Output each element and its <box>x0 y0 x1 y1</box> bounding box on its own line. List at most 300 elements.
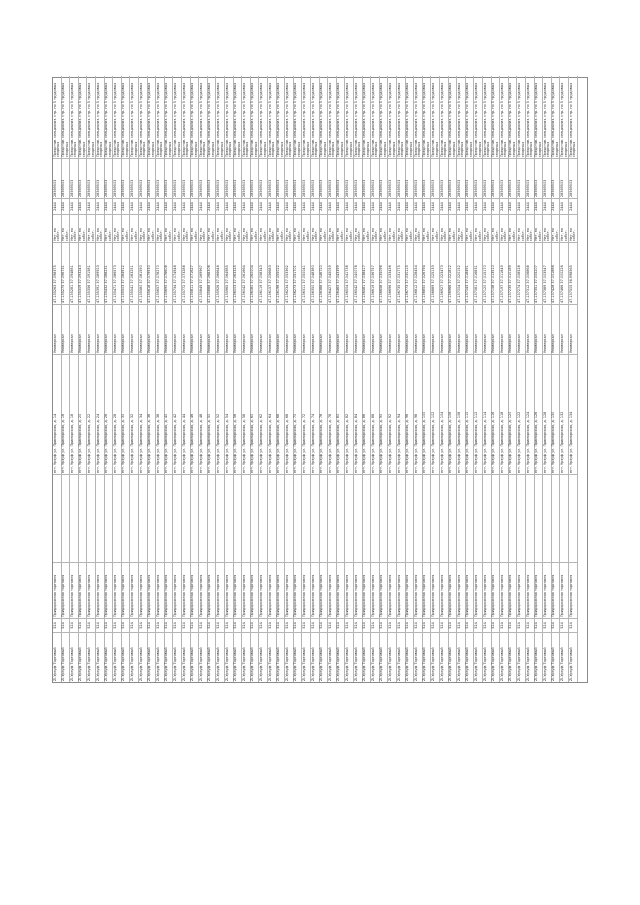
table-row <box>492 76 501 682</box>
object-name-cell: Zl-Урзуф Торговый <box>397 632 405 682</box>
object-name-cell: Zl-Урзуф Торговый <box>509 632 517 682</box>
address-cell: пгт. Урзуф ул. Приморская, д. 56 <box>234 354 242 474</box>
note-cell: Представ. специализ. стр. по 5 трудовых спорных <box>147 82 155 157</box>
coordinates-cell: 47.136696 37.033436 <box>388 242 396 304</box>
id-cell: 28569503 <box>53 158 61 198</box>
specialization-cell <box>543 474 551 562</box>
ownership-cell: Нет, по собст. <box>165 214 173 242</box>
address-cell: пгт. Урзуф ул. Приморская, д. 50 <box>208 354 216 474</box>
area-cell: 2444 <box>79 198 87 214</box>
specialization-cell <box>431 474 439 562</box>
category-cell: Придорожная торговля <box>191 562 199 618</box>
code-cell: 524 <box>62 618 70 632</box>
type-cell: Универсал <box>414 304 422 354</box>
code-cell: 524 <box>328 618 336 632</box>
id-cell: 28569503 <box>285 158 293 198</box>
area-cell: 2444 <box>259 198 267 214</box>
table-row <box>517 76 526 682</box>
specialization-cell <box>311 474 319 562</box>
id-cell: 28569503 <box>259 158 267 198</box>
category-cell: Придорожная торговля <box>165 562 173 618</box>
type-cell: Универсал <box>517 304 525 354</box>
id-cell: 28569503 <box>406 158 414 198</box>
code-cell: 524 <box>431 618 439 632</box>
object-name-cell: Zl-Урзуф Торговый <box>552 632 560 682</box>
object-name-cell: Zl-Урзуф Торговый <box>457 632 465 682</box>
coordinates-cell: 47.136658 37.035096 <box>380 242 388 304</box>
category-cell: Придорожная торговля <box>397 562 405 618</box>
code-cell: 524 <box>526 618 534 632</box>
ownership-cell: Нет, по собст. <box>259 214 267 242</box>
object-name-cell: Zl-Урзуф Торговый <box>156 632 164 682</box>
specialization-cell <box>87 474 95 562</box>
code-cell: 524 <box>363 618 371 632</box>
table-row <box>148 76 157 682</box>
ownership-cell: Нет, по собст. <box>543 214 551 242</box>
specialization-cell <box>70 474 78 562</box>
type-cell: Универсал <box>311 304 319 354</box>
ownership-cell: Нет, по собст. <box>311 214 319 242</box>
address-cell: пгт. Урзуф ул. Приморская, д. 132 <box>560 354 568 474</box>
object-name-cell: Zl-Урзуф Торговый <box>302 632 310 682</box>
id-cell: 28569503 <box>216 158 224 198</box>
category-cell: Придорожная торговля <box>552 562 560 618</box>
id-cell: 28569503 <box>311 158 319 198</box>
id-cell: 28569503 <box>354 158 362 198</box>
id-cell: 28569503 <box>320 158 328 198</box>
note-cell: Представ. специализ. стр. по 5 трудовых спорных <box>207 82 215 157</box>
specialization-cell <box>397 474 405 562</box>
category-cell: Придорожная торговля <box>449 562 457 618</box>
coordinates-cell: 47.136003 37.063325 <box>234 242 242 304</box>
type-cell: Универсал <box>234 304 242 354</box>
id-cell: 28569503 <box>208 158 216 198</box>
category-cell: Придорожная торговля <box>535 562 543 618</box>
ownership-cell: Нет, по собст. <box>560 214 568 242</box>
code-cell: 524 <box>242 618 250 632</box>
note-cell: Представ. специализ. стр. по 5 трудовых спорных <box>78 82 86 157</box>
id-cell: 28569503 <box>449 158 457 198</box>
id-cell: 28569503 <box>560 158 568 198</box>
address-cell: пгт. Урзуф ул. Приморская, д. 20 <box>79 354 87 474</box>
specialization-cell <box>560 474 568 562</box>
coordinates-cell: 47.135734 37.074948 <box>173 242 181 304</box>
ownership-cell: Нет, по собст. <box>431 214 439 242</box>
specialization-cell <box>363 474 371 562</box>
ownership-cell: Нет, по собст. <box>285 214 293 242</box>
coordinates-cell: 47.136927 37.023473 <box>440 242 448 304</box>
id-cell: 28569503 <box>517 158 525 198</box>
coordinates-cell: 47.136542 37.040078 <box>354 242 362 304</box>
address-cell: пгт. Урзуф ул. Приморская, д. 106 <box>449 354 457 474</box>
id-cell: 28569503 <box>328 158 336 198</box>
coordinates-cell: 47.137158 37.013510 <box>492 242 500 304</box>
code-cell: 524 <box>543 618 551 632</box>
category-cell: Придорожная торговля <box>406 562 414 618</box>
coordinates-cell: 47.135618 37.079930 <box>148 242 156 304</box>
table-row <box>191 76 200 682</box>
specialization-cell <box>96 474 104 562</box>
coordinates-cell: 47.136311 37.050041 <box>302 242 310 304</box>
address-cell: пгт. Урзуф ул. Приморская, д. 28 <box>113 354 121 474</box>
object-name-cell: Zl-Урзуф Торговый <box>148 632 156 682</box>
area-cell: 2444 <box>311 198 319 214</box>
id-cell: 28569503 <box>509 158 517 198</box>
note-cell: Представ. специализ. стр. по 5 трудовых спорных <box>473 82 482 157</box>
area-cell: 2444 <box>440 198 448 214</box>
coordinates-cell: 47.137428 37.001886 <box>552 242 560 304</box>
ownership-cell: Нет, по собст. <box>328 214 336 242</box>
address-cell: пгт. Урзуф ул. Приморская, д. 48 <box>199 354 207 474</box>
id-cell: 28569503 <box>345 158 353 198</box>
ownership-cell: Нет, по собст. <box>79 214 87 242</box>
category-cell: Придорожная торговля <box>509 562 517 618</box>
code-cell: 524 <box>457 618 465 632</box>
category-cell: Придорожная торговля <box>328 562 336 618</box>
code-cell: 524 <box>474 618 482 632</box>
specialization-cell <box>79 474 87 562</box>
table-row <box>535 76 544 682</box>
ownership-cell: Нет, по собст. <box>449 214 457 242</box>
address-cell: пгт. Урзуф ул. Приморская, д. 58 <box>242 354 250 474</box>
category-cell: Придорожная торговля <box>259 562 267 618</box>
object-name-cell: Zl-Урзуф Торговый <box>500 632 508 682</box>
specialization-cell <box>552 474 560 562</box>
specialization-cell <box>354 474 362 562</box>
coordinates-cell: 47.136504 37.041738 <box>345 242 353 304</box>
address-cell: пгт. Урзуф ул. Приморская, д. 32 <box>130 354 138 474</box>
note-cell: Представ. специализ. стр. по 5 трудовых спорных <box>508 82 516 157</box>
code-cell: 524 <box>552 618 560 632</box>
object-name-cell: Zl-Урзуф Торговый <box>191 632 199 682</box>
type-cell: Универсал <box>337 304 345 354</box>
area-cell: 2444 <box>87 198 95 214</box>
specialization-cell <box>380 474 388 562</box>
code-cell: 524 <box>492 618 500 632</box>
code-cell: 524 <box>113 618 121 632</box>
object-name-cell: Zl-Урзуф Торговый <box>70 632 78 682</box>
address-cell: пгт. Урзуф ул. Приморская, д. 76 <box>320 354 328 474</box>
ownership-cell: Нет, по собст. <box>148 214 156 242</box>
ownership-cell: Нет, по собст. <box>294 214 302 242</box>
id-cell: 28569503 <box>423 158 431 198</box>
id-cell: 28569503 <box>277 158 285 198</box>
address-cell: пгт. Урзуф ул. Приморская, д. 84 <box>354 354 362 474</box>
type-cell: Универсал <box>242 304 250 354</box>
id-cell: 28569503 <box>440 158 448 198</box>
object-name-cell: Zl-Урзуф Торговый <box>79 632 87 682</box>
ownership-cell: Нет, по собст. <box>62 214 70 242</box>
note-cell: Представ. специализ. стр. по 5 трудовых спорных <box>465 82 473 157</box>
address-cell: пгт. Урзуф ул. Приморская, д. 100 <box>423 354 431 474</box>
note-cell: Представ. специализ. стр. по 5 трудовых спорных <box>499 82 508 157</box>
code-cell: 524 <box>414 618 422 632</box>
id-cell: 28569503 <box>148 158 156 198</box>
code-cell: 524 <box>225 618 233 632</box>
coordinates-cell: 47.136889 37.025133 <box>431 242 439 304</box>
id-cell: 28569503 <box>139 158 147 198</box>
ownership-cell: Нет, по собст. <box>87 214 95 242</box>
note-cell: Представ. специализ. стр. по 5 трудовых спорных <box>233 82 241 157</box>
coordinates-cell: 47.137235 37.010189 <box>509 242 517 304</box>
area-cell: 2444 <box>371 198 379 214</box>
note-cell: Представ. специализ. стр. по 5 трудовых спорных <box>336 82 344 157</box>
coordinates-cell: 47.135926 37.066646 <box>216 242 224 304</box>
object-name-cell: Zl-Урзуф Торговый <box>199 632 207 682</box>
note-cell: Представ. специализ. стр. по 5 трудовых спорных <box>430 82 439 157</box>
category-cell: Придорожная торговля <box>345 562 353 618</box>
address-cell: пгт. Урзуф ул. Приморская, д. 22 <box>87 354 95 474</box>
category-cell: Придорожная торговля <box>543 562 551 618</box>
category-cell: Придорожная торговля <box>526 562 534 618</box>
address-cell: пгт. Урзуф ул. Приморская, д. 30 <box>122 354 130 474</box>
note-cell: Представ. специализ. стр. по 5 трудовых спорных <box>422 82 430 157</box>
type-cell: Универсал <box>259 304 267 354</box>
ownership-cell: Нет, по собст. <box>113 214 121 242</box>
object-name-cell: Zl-Урзуф Торговый <box>535 632 543 682</box>
code-cell: 524 <box>483 618 491 632</box>
type-cell: Универсал <box>165 304 173 354</box>
specialization-cell <box>122 474 130 562</box>
area-cell: 2444 <box>165 198 173 214</box>
specialization-cell <box>302 474 310 562</box>
address-cell: пгт. Урзуф ул. Приморская, д. 54 <box>225 354 233 474</box>
area-cell: 2444 <box>191 198 199 214</box>
coordinates-cell: 47.135811 37.071627 <box>191 242 199 304</box>
id-cell: 28569503 <box>543 158 551 198</box>
area-cell: 2444 <box>268 198 276 214</box>
type-cell: Универсал <box>560 304 568 354</box>
note-cell: Представ. специализ. стр. по 5 трудовых спорных <box>215 82 224 157</box>
category-cell: Придорожная торговля <box>302 562 310 618</box>
type-cell: Универсал <box>191 304 199 354</box>
note-cell: Представ. специализ. стр. по 5 трудовых спорных <box>396 82 405 157</box>
specialization-cell <box>294 474 302 562</box>
object-name-cell: Zl-Урзуф Торговый <box>182 632 190 682</box>
code-cell: 524 <box>285 618 293 632</box>
code-cell: 524 <box>191 618 199 632</box>
specialization-cell <box>328 474 336 562</box>
code-cell: 524 <box>130 618 138 632</box>
ownership-cell: Нет, по собст. <box>182 214 190 242</box>
area-cell: 2444 <box>517 198 525 214</box>
area-cell: 2444 <box>406 198 414 214</box>
ownership-cell: Нет, по собст. <box>423 214 431 242</box>
code-cell: 524 <box>156 618 164 632</box>
specialization-cell <box>474 474 482 562</box>
address-cell: пгт. Урзуф ул. Приморская, д. 70 <box>294 354 302 474</box>
note-cell: Представ. специализ. стр. по 5 трудовых спорных <box>61 82 69 157</box>
note-cell: Представ. специализ. стр. по 5 трудовых спорных <box>198 82 207 157</box>
coordinates-cell: 47.136350 37.048380 <box>311 242 319 304</box>
object-name-cell: Zl-Урзуф Торговый <box>259 632 267 682</box>
code-cell: 524 <box>148 618 156 632</box>
address-cell: пгт. Урзуф ул. Приморская, д. 72 <box>302 354 310 474</box>
address-cell: пгт. Урзуф ул. Приморская, д. 134 <box>569 354 577 474</box>
code-cell: 524 <box>105 618 113 632</box>
address-cell: пгт. Урзуф ул. Приморская, д. 24 <box>96 354 104 474</box>
note-cell: Представ. специализ. стр. по 5 трудовых спорных <box>534 82 542 157</box>
id-cell: 28569503 <box>251 158 259 198</box>
ownership-cell: Нет, по собст. <box>526 214 534 242</box>
address-cell: пгт. Урзуф ул. Приморская, д. 52 <box>216 354 224 474</box>
area-cell: 2444 <box>242 198 250 214</box>
coordinates-cell: 47.136388 37.046720 <box>320 242 328 304</box>
object-name-cell: Zl-Урзуф Торговый <box>406 632 414 682</box>
category-cell: Придорожная торговля <box>466 562 474 618</box>
specialization-cell <box>113 474 121 562</box>
area-cell: 2444 <box>62 198 70 214</box>
code-cell: 524 <box>337 618 345 632</box>
type-cell: Универсал <box>543 304 551 354</box>
id-cell: 28569503 <box>234 158 242 198</box>
ownership-cell: Нет, по собст. <box>130 214 138 242</box>
note-cell: Представ. специализ. стр. по 5 трудовых спорных <box>551 82 559 157</box>
type-cell: Универсал <box>509 304 517 354</box>
note-cell: Представ. специализ. стр. по 5 трудовых спорных <box>258 82 267 157</box>
type-cell: Универсал <box>268 304 276 354</box>
area-cell: 2444 <box>474 198 482 214</box>
object-name-cell: Zl-Урзуф Торговый <box>268 632 276 682</box>
area-cell: 2444 <box>569 198 577 214</box>
code-cell: 524 <box>380 618 388 632</box>
type-cell: Универсал <box>139 304 147 354</box>
ownership-cell: Нет, по собст. <box>302 214 310 242</box>
category-cell: Придорожная торговля <box>173 562 181 618</box>
object-name-cell: Zl-Урзуф Торговый <box>543 632 551 682</box>
ownership-cell: Нет, по собст. <box>414 214 422 242</box>
category-cell: Придорожная торговля <box>87 562 95 618</box>
note-cell: Представ. специализ. стр. по 5 трудовых спорных <box>121 82 129 157</box>
object-name-cell: Zl-Урзуф Торговый <box>251 632 259 682</box>
category-cell: Придорожная торговля <box>122 562 130 618</box>
id-cell: 28569503 <box>87 158 95 198</box>
id-cell: 28569503 <box>569 158 577 198</box>
ownership-cell: Нет, по собст. <box>552 214 560 242</box>
code-cell: 524 <box>70 618 78 632</box>
code-cell: 524 <box>79 618 87 632</box>
note-cell: Представ. специализ. стр. по 5 трудовых спорных <box>568 82 577 157</box>
id-cell: 28569503 <box>96 158 104 198</box>
coordinates-cell: 47.137120 37.015170 <box>483 242 491 304</box>
address-cell: пгт. Урзуф ул. Приморская, д. 34 <box>139 354 147 474</box>
id-cell: 28569503 <box>483 158 491 198</box>
note-cell: Представ. специализ. стр. по 5 трудовых спорных <box>413 82 422 157</box>
object-name-cell: Zl-Урзуф Торговый <box>320 632 328 682</box>
id-cell: 28569503 <box>242 158 250 198</box>
specialization-cell <box>285 474 293 562</box>
type-cell: Универсал <box>449 304 457 354</box>
table-row <box>302 76 311 682</box>
address-cell: пгт. Урзуф ул. Приморская, д. 94 <box>397 354 405 474</box>
address-cell: пгт. Урзуф ул. Приморская, д. 14 <box>53 354 61 474</box>
type-cell: Универсал <box>302 304 310 354</box>
object-name-cell: Zl-Урзуф Торговый <box>526 632 534 682</box>
category-cell: Придорожная торговля <box>139 562 147 618</box>
specialization-cell <box>199 474 207 562</box>
address-cell: пгт. Урзуф ул. Приморская, д. 86 <box>363 354 371 474</box>
object-name-cell: Zl-Урзуф Торговый <box>225 632 233 682</box>
ownership-cell: Нет, по собст. <box>569 214 577 242</box>
id-cell: 28569503 <box>431 158 439 198</box>
note-cell: Представ. специализ. стр. по 5 трудовых спорных <box>559 82 568 157</box>
coordinates-cell: 47.135356 37.091581 <box>87 242 95 304</box>
specialization-cell <box>483 474 491 562</box>
id-cell: 28569503 <box>62 158 70 198</box>
category-cell: Придорожная торговля <box>268 562 276 618</box>
ownership-cell: Нет, по собст. <box>388 214 396 242</box>
type-cell: Универсал <box>208 304 216 354</box>
type-cell: Универсал <box>320 304 328 354</box>
object-name-cell: Zl-Урзуф Торговый <box>96 632 104 682</box>
address-cell: пгт. Урзуф ул. Приморская, д. 128 <box>543 354 551 474</box>
specialization-cell <box>371 474 379 562</box>
type-cell: Универсал <box>406 304 414 354</box>
ownership-cell: Нет, по собст. <box>156 214 164 242</box>
address-cell: пгт. Урзуф ул. Приморская, д. 80 <box>337 354 345 474</box>
ownership-cell: Нет, по собст. <box>277 214 285 242</box>
address-cell: пгт. Урзуф ул. Приморская, д. 124 <box>526 354 534 474</box>
coordinates-cell: 47.137004 37.020152 <box>457 242 465 304</box>
type-cell: Универсал <box>62 304 70 354</box>
note-cell: Представ. специализ. стр. по 5 трудовых спорных <box>293 82 301 157</box>
specialization-cell <box>440 474 448 562</box>
coordinates-cell: 47.137505 36.998565 <box>569 242 577 304</box>
table-row <box>277 76 286 682</box>
coordinates-cell: 47.136157 37.056683 <box>268 242 276 304</box>
address-cell: пгт. Урзуф ул. Приморская, д. 110 <box>466 354 474 474</box>
code-cell: 524 <box>277 618 285 632</box>
coordinates-cell: 47.136234 37.053362 <box>285 242 293 304</box>
address-cell: пгт. Урзуф ул. Приморская, д. 62 <box>259 354 267 474</box>
code-cell: 524 <box>294 618 302 632</box>
id-cell: 28569503 <box>371 158 379 198</box>
ownership-cell: Нет, по собст. <box>509 214 517 242</box>
coordinates-cell: 47.135695 37.076608 <box>165 242 173 304</box>
type-cell: Универсал <box>328 304 336 354</box>
type-cell: Универсал <box>552 304 560 354</box>
coordinates-cell: 47.137351 37.005207 <box>535 242 543 304</box>
category-cell: Придорожная торговля <box>96 562 104 618</box>
type-cell: Универсал <box>431 304 439 354</box>
table-row <box>474 76 483 682</box>
note-cell: Представ. специализ. стр. по 5 трудовых спорных <box>405 82 413 157</box>
area-cell: 2444 <box>70 198 78 214</box>
coordinates-cell: 47.136119 37.058343 <box>259 242 267 304</box>
code-cell: 524 <box>500 618 508 632</box>
id-cell: 28569503 <box>535 158 543 198</box>
coordinates-cell: 47.136042 37.061664 <box>242 242 250 304</box>
area-cell: 2444 <box>466 198 474 214</box>
coordinates-cell: 47.135580 37.081590 <box>139 242 147 304</box>
address-cell: пгт. Урзуф ул. Приморская, д. 74 <box>311 354 319 474</box>
object-name-cell: Zl-Урзуф Торговый <box>363 632 371 682</box>
coordinates-cell: 47.135888 37.068306 <box>208 242 216 304</box>
id-cell: 28569503 <box>492 158 500 198</box>
object-name-cell: Zl-Урзуф Торговый <box>371 632 379 682</box>
coordinates-cell: 47.137081 37.016831 <box>474 242 482 304</box>
object-name-cell: Zl-Урзуф Торговый <box>466 632 474 682</box>
table-row <box>87 76 96 682</box>
id-cell: 28569503 <box>397 158 405 198</box>
object-name-cell: Zl-Урзуф Торговый <box>440 632 448 682</box>
specialization-cell <box>251 474 259 562</box>
category-cell: Придорожная торговля <box>474 562 482 618</box>
address-cell: пгт. Урзуф ул. Приморская, д. 102 <box>431 354 439 474</box>
ownership-cell: Нет, по собст. <box>466 214 474 242</box>
type-cell: Универсал <box>70 304 78 354</box>
ownership-cell: Нет, по собст. <box>173 214 181 242</box>
